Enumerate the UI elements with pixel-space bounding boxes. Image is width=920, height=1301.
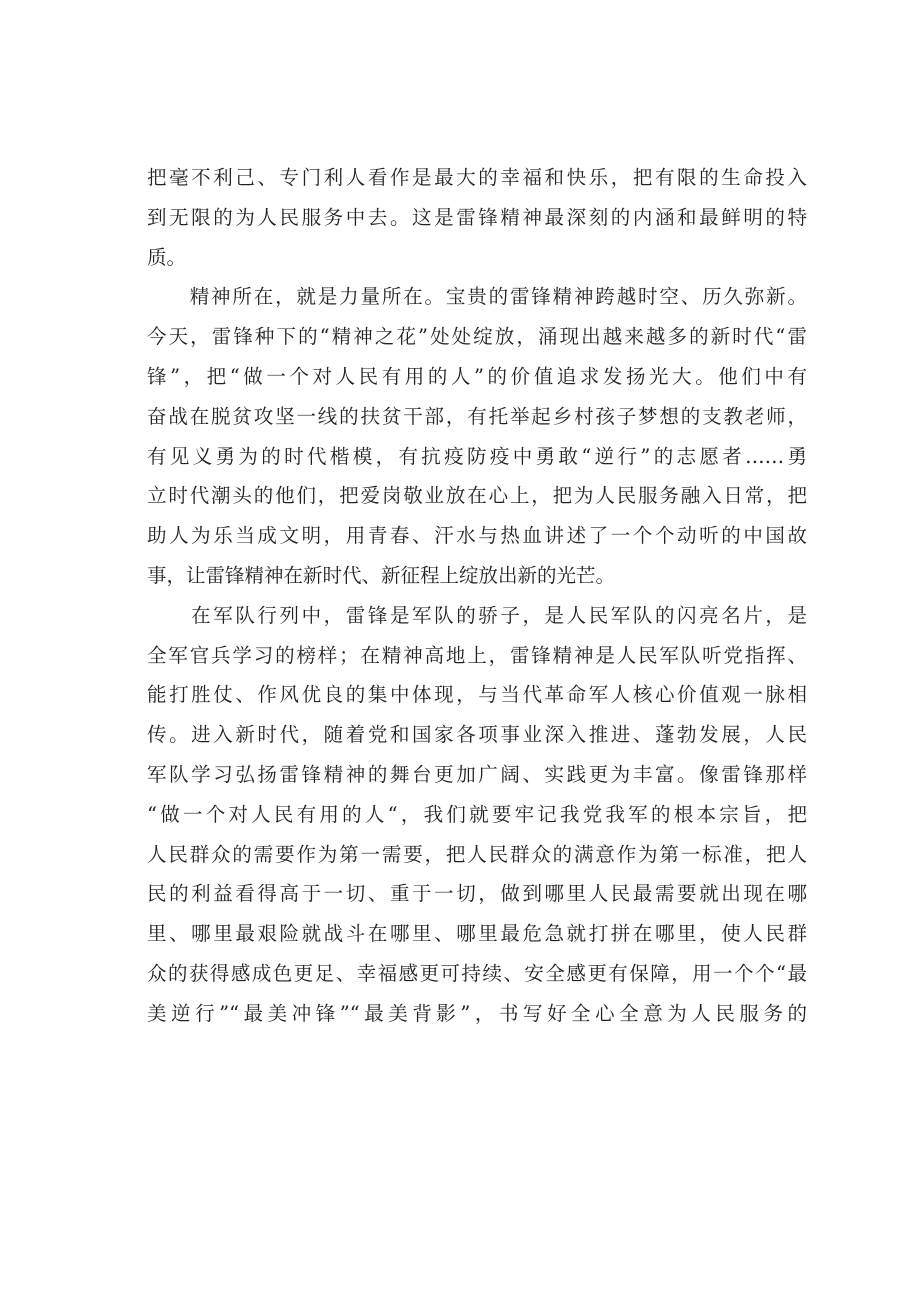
text-line: 精神所在，就是力量所在。宝贵的雷锋精神跨越时空、历久弥新。 — [147, 285, 807, 309]
paragraph-2 — [147, 277, 807, 595]
text-line: 锋”，把“做一个对人民有用的人”的价值追求发扬光大。他们中有 — [147, 364, 807, 388]
text-line: 在军队行列中，雷锋是军队的骄子，是人民军队的闪亮名片，是 — [147, 603, 807, 627]
text-line: 有见义勇为的时代楷模，有抗疫防疫中勇敢“逆行”的志愿者……勇 — [147, 444, 807, 468]
paragraph-3 — [147, 596, 807, 1034]
text-line: 能打胜仗、作风优良的集中体现，与当代革命军人核心价值观一脉相 — [147, 683, 807, 707]
text-line: 传。进入新时代，随着党和国家各项事业深入推进、蓬勃发展，人民 — [147, 723, 807, 747]
text-line: 民的利益看得高于一切、重于一切，做到哪里人民最需要就出现在哪 — [147, 882, 807, 906]
text-line: 全军官兵学习的榜样；在精神高地上，雷锋精神是人民军队听党指挥、 — [147, 643, 807, 667]
text-line: 把毫不利己、专门利人看作是最大的幸福和快乐，把有限的生命投入 — [147, 166, 807, 189]
paragraph-1 — [147, 158, 807, 277]
text-line: 人民群众的需要作为第一需要，把人民群众的满意作为第一标准，把人 — [147, 842, 807, 866]
text-line: 事，让雷锋精神在新时代、新征程上绽放出新的光芒。 — [147, 563, 616, 587]
body-text — [147, 158, 807, 1034]
text-line: 里、哪里最艰险就战斗在哪里、哪里最危急就打拼在哪里，使人民群 — [147, 922, 807, 946]
text-line: 众的获得感成色更足、幸福感更可持续、安全感更有保障，用一个个“最 — [147, 961, 807, 985]
text-line: 奋战在脱贫攻坚一线的扶贫干部，有托举起乡村孩子梦想的支教老师， — [147, 404, 807, 428]
text-line: “做一个对人民有用的人“，我们就要牢记我党我军的根本宗旨，把 — [147, 802, 807, 826]
text-line: 军队学习弘扬雷锋精神的舞台更加广阔、实践更为丰富。像雷锋那样 — [147, 762, 807, 786]
text-line: 质。 — [147, 245, 187, 269]
text-line: 到无限的为人民服务中去。这是雷锋精神最深刻的内涵和最鲜明的特 — [147, 205, 807, 229]
text-line: 立时代潮头的他们，把爱岗敬业放在心上，把为人民服务融入日常，把 — [147, 484, 807, 508]
text-line: 助人为乐当成文明，用青春、汗水与热血讲述了一个个动听的中国故 — [147, 524, 807, 548]
text-line: 美逆行”“最美冲锋”“最美背影”，书写好全心全意为人民服务的 — [147, 1001, 807, 1025]
text-line: 今天，雷锋种下的“精神之花”处处绽放，涌现出越来越多的新时代“雷 — [147, 325, 807, 349]
